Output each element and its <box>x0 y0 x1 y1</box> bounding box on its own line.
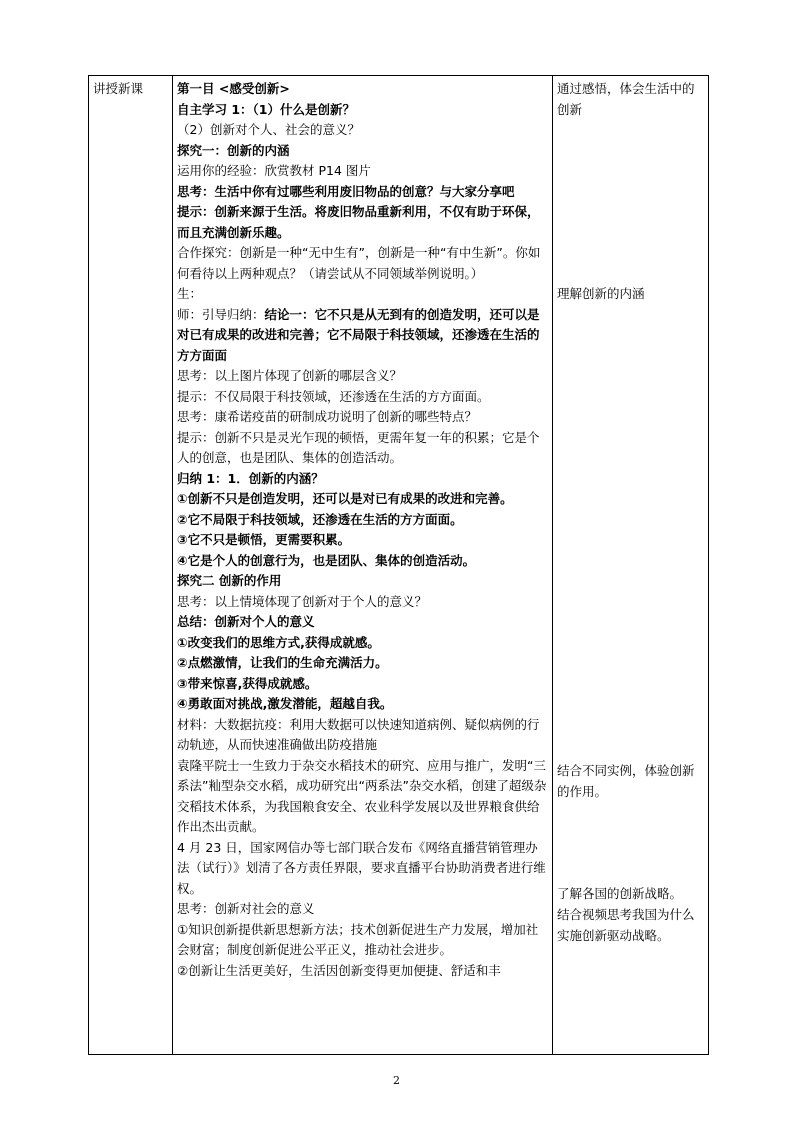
personal-point-4: ④勇敢面对挑战,激发潜能，超越自我。 <box>177 696 393 711</box>
personal-point-2: ②点燃激情，让我们的生命充满活力。 <box>177 655 388 670</box>
table-row <box>89 76 709 1055</box>
inquiry-two-title: 探究二 创新的作用 <box>177 573 282 588</box>
teacher-conclusion <box>177 305 548 367</box>
conclusion-one: 结论一：它不只是从无到有的创造发明，还可以是对已有成果的改进和完善；它不局限于科技领域，还渗透在生活的方方面面 <box>177 306 540 363</box>
personal-point-3: ③带来惊喜,获得成就感。 <box>177 675 318 691</box>
material-livestream-regulation: 4 月 23 日，国家网信办等七部门联合发布《网络直播营销管理办法（试行）》划清了各方责任界限，要求直播平台协助消费者进行维权。 <box>177 839 546 896</box>
personal-point-1: ①改变我们的思维方式,获得成就感。 <box>177 634 380 650</box>
summary-point-3: ③它不只是顿悟，更需要积累。 <box>177 532 351 547</box>
summary-point-4: ④它是个人的创意行为，也是团队、集体的创造活动。 <box>177 552 476 568</box>
summary-point-2: ②它不局限于科技领域，还渗透在生活的方方面面。 <box>177 511 463 527</box>
think-personal-question: 思考：以上情境体现了创新对于个人的意义？ <box>177 593 428 609</box>
cooperative-inquiry: 合作探究：创新是一种“无中生有”，创新是一种“有中生新”。你如何看待以上两种观点？（请尝试从不同领域举例说明。） <box>177 245 541 281</box>
inquiry-one-title: 探究一：创新的内涵 <box>177 142 290 158</box>
design-intent-cell <box>553 76 709 1055</box>
design-note-4: 了解各国的创新战略。 <box>557 886 683 901</box>
material-big-data: 材料：大数据抗疫：利用大数据可以快速知道病例、疑似病例的行动轨迹，从而快速准确做出防疫措施 <box>177 716 540 752</box>
lesson-plan-table <box>88 75 709 1055</box>
social-point-2: ②创新让生活更美好，生活因创新变得更加便捷、舒适和丰 <box>177 962 501 978</box>
page-number: 2 <box>393 1074 400 1087</box>
student-line: 生： <box>177 286 203 301</box>
design-note-1: 通过感悟，体会生活中的创新 <box>557 81 695 117</box>
teacher-guide-label: 师：引导归纳： <box>177 306 265 322</box>
experience-text: 运用你的经验：欣赏教材 P14 图片 <box>177 163 371 178</box>
hint-vaccine: 提示：创新不只是灵光乍现的顿悟，更需年复一年的积累；它是个人的创意，也是团队、集体的创造活动。 <box>177 429 540 465</box>
design-note-5: 结合视频思考我国为什么实施创新驱动战略。 <box>557 907 695 943</box>
material-yuan-longping: 袁隆平院士一生致力于杂交水稻技术的研究、应用与推广，发明“三系法”籼型杂交水稻，成功研究出“两系法”杂交水稻，创建了超级杂交稻技术体系，为我国粮食安全、农业科学发展以及世界粮食供给作出杰出贡献。 <box>177 757 547 834</box>
summary-one-title: 归纳 1：1．创新的内涵？ <box>177 470 324 486</box>
self-study-question-2: （2）创新对个人、社会的意义？ <box>177 122 360 137</box>
section-title: 第一目 <感受创新> <box>177 81 290 96</box>
think-social-question: 思考：创新对社会的意义 <box>177 901 315 916</box>
design-note-2: 理解创新的内涵 <box>557 286 645 301</box>
think-question: 思考：生活中你有过哪些利用废旧物品的创意？与大家分享吧 <box>177 183 515 199</box>
stage-cell <box>89 76 173 1055</box>
social-point-1: ①知识创新提供新思想新方法；技术创新促进生产力发展，增加社会财富；制度创新促进公平正义，推动社会进步。 <box>177 921 539 957</box>
summary-point-1: ①创新不只是创造发明，还可以是对已有成果的改进和完善。 <box>177 491 513 506</box>
think-vaccine-question: 思考：康希诺疫苗的研制成功说明了创新的哪些特点？ <box>177 409 478 424</box>
self-study-question: 自主学习 1：（1）什么是创新？ <box>177 101 355 117</box>
hint-picture: 提示：不仅局限于科技领域，还渗透在生活的方方面面。 <box>177 388 490 404</box>
content-cell <box>173 76 553 1055</box>
personal-significance-title: 总结：创新对个人的意义 <box>177 614 315 629</box>
hint-text: 提示：创新来源于生活。将废旧物品重新利用，不仅有助于环保，而且充满创新乐趣。 <box>177 204 540 240</box>
stage-label: 讲授新课 <box>93 81 144 96</box>
design-note-3: 结合不同实例，体验创新的作用。 <box>557 763 695 799</box>
think-picture-question: 思考：以上图片体现了创新的哪层含义？ <box>177 368 403 383</box>
